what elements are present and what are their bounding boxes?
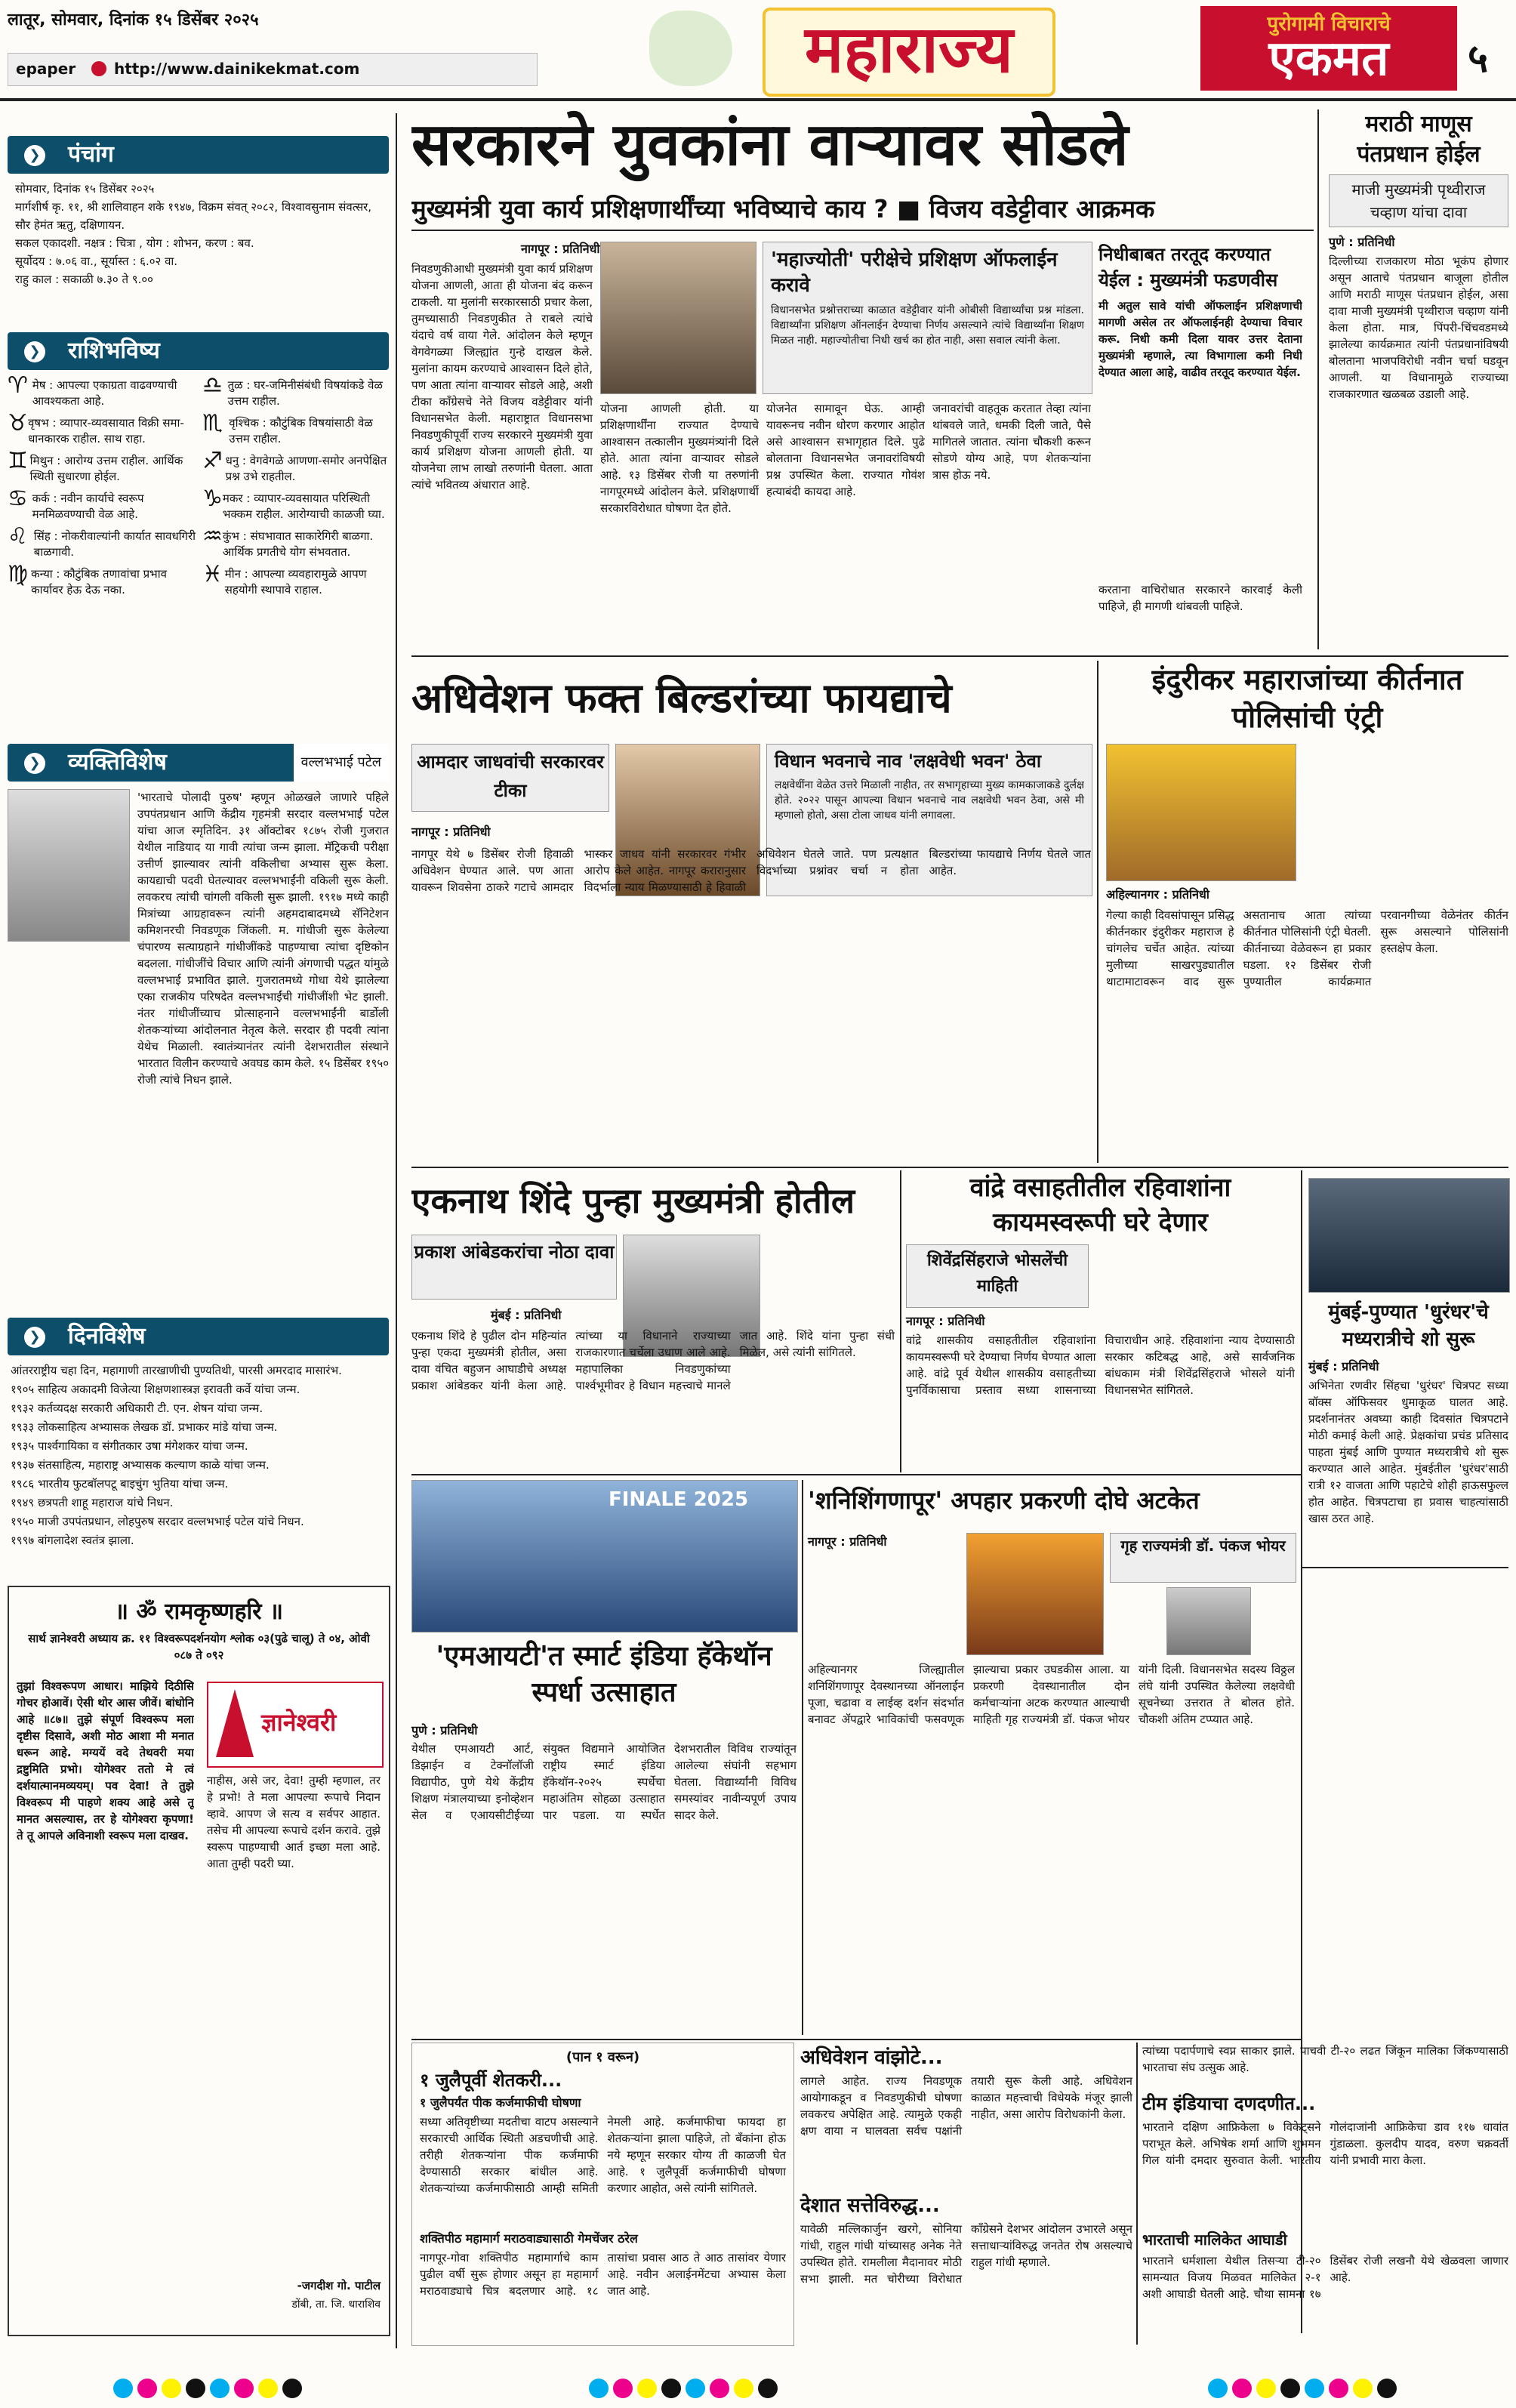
column-divider (900, 1170, 901, 1472)
column-divider (802, 1480, 803, 2035)
fadnavis-title: निधीबाबत तरतूद करण्यात येईल : मुख्यमंत्री फडणवीस (1098, 244, 1278, 291)
lakshavedhi-body: लक्षवेधींना वेळेत उत्तरे मिळाली नाहीत, तर सभागृहाच्या मुख्य कामकाजाकडे दुर्लक्ष होते. २०२२ पासून आपल्या विधान भवनाचे नाव लक्षवेधी भवन ठेवा, असे मी म्हणालो होतो, असा टोला जाधव यांनी लगावला. (775, 779, 1084, 822)
dateline: लातूर, सोमवार, दिनांक १५ डिसेंबर २०२५ (8, 11, 259, 29)
dinvishesh-list (8, 1355, 389, 1556)
black-dot (1280, 2379, 1300, 2398)
vandre-headline: वांद्रे वसाहतीतील रहिवाशांना कायमस्वरूपी घरे देणार (969, 1173, 1231, 1238)
cyan-dot (210, 2379, 230, 2398)
list-item: १९०५ साहित्य अकादमी विजेत्या शिक्षणशास्त्रज्ञ इरावती कर्वे यांचा जन्म. (11, 1383, 300, 1396)
panchang-line: सूर्योदय : ७.०६ वा., सूर्यास्त : ६.०२ वा. (15, 254, 178, 268)
cricket-story (1142, 2043, 1508, 2345)
shani-temple-photo (966, 1533, 1104, 1655)
shani-headline: 'शनिशिंगणापूर' अपहार प्रकरणी दोघे अटकेत (808, 1486, 1200, 1515)
maharashtra-map-icon (649, 11, 732, 86)
dnyaneshwari-logo (207, 1682, 384, 1768)
builder-kicker: आमदार जाधवांची सरकारवर टीका (411, 744, 609, 812)
aquarius-icon: ♒ (202, 523, 223, 550)
libra-icon: ♎ (202, 372, 223, 399)
panchang-title: पंचांग (68, 141, 114, 168)
panchang-line: राहु काल : सकाळी ७.३० ते ९.०० (15, 273, 153, 286)
magenta-dot (710, 2379, 729, 2398)
black-dot (661, 2379, 681, 2398)
epaper-label: epaper (16, 60, 76, 78)
capricorn-icon: ♑ (202, 486, 223, 512)
magenta-dot (1232, 2379, 1252, 2398)
website-link[interactable]: http://www.dainikekmat.com (114, 60, 360, 78)
virgo-icon: ♍ (8, 561, 28, 587)
leo-icon: ♌ (8, 523, 28, 550)
photo-banner-text: FINALE 2025 (609, 1488, 749, 1511)
cricket-title: टीम इंडियाचा दणदणीत... (1142, 2093, 1316, 2114)
epaper-bar (8, 53, 538, 86)
list-item: १९३३ लोकसाहित्य अभ्यासक लेखक डॉ. प्रभाकर मांडे यांचा जन्म. (11, 1420, 278, 1434)
dnyaneshwari-place: डोंबी, ता. जि. धाराशिव (291, 2299, 381, 2311)
induri-headline: इंदुरीकर महाराजांच्या कीर्तनात पोलिसांची एंट्री (1151, 663, 1463, 734)
mit-headline: 'एमआयटी'त स्मार्ट इंडिया हॅकेथॉन स्पर्धा उत्साहात (436, 1641, 772, 1708)
gemini-icon: ♊ (8, 448, 28, 474)
yellow-dot (734, 2379, 753, 2398)
cricket-lead: त्यांच्या पदार्पणाचे स्वप्न साकार झाले. पाचवी टी-२० लढत जिंकून मालिका जिंकण्यासाठी भारताचा संघ उत्सुक आहे. (1142, 2044, 1508, 2074)
induri-byline: अहिल्यानगर : प्रतिनिधी (1106, 887, 1209, 902)
list-item: १९८६ भारतीय फुटबॉलपटू बाइचुंग भुतिया यांचा जन्म. (11, 1477, 229, 1491)
dnyaneshwari-author: -जगदीश गो. पाटील (297, 2279, 381, 2292)
cricket-title2: भारताची मालिकेत आघाडी (1142, 2231, 1287, 2249)
aries-icon: ♈ (8, 372, 28, 399)
pm-kicker: माजी मुख्यमंत्री पृथ्वीराज चव्हाण यांचा दावा (1329, 174, 1508, 227)
lead-headline: सरकारने युवकांना वाऱ्यावर सोडले (411, 111, 1129, 179)
vandre-kicker: शिवेंद्रसिंहराजे भोसलेंची माहिती (906, 1244, 1089, 1308)
continuation-subtitle: १ जुलैपर्यंत पीक कर्जमाफीची घोषणा (420, 2095, 581, 2110)
rashi-left-column (8, 372, 196, 598)
lead-col4: योजनेत सामावून घेऊ. आम्ही यावरूनच नवीन धोरण करणार आहोत असे आश्वासन सभागृहात दिले. पुढे बोलताना विधानसभेत जनावरांविषयी प्रश्न उपस्थित केला. राज्यात गोवंश हत्याबंदी कायदा आहे. (766, 402, 925, 498)
magenta-dot (613, 2379, 633, 2398)
registration-marks-center (589, 2379, 782, 2401)
vyakti-header (8, 744, 389, 782)
vandre-byline: नागपूर : प्रतिनिधी (906, 1314, 985, 1328)
dinvishesh-section (8, 1318, 389, 1574)
black-dot (186, 2379, 205, 2398)
vanjale-story (800, 2043, 1132, 2345)
induri-body: गेल्या काही दिवसांपासून प्रसिद्ध कीर्तनकार इंदुरीकर महाराज हे चांगलेच चर्चेत आहेत. त्यांच्या मुलीच्या साखरपुड्यातील थाटामाटावरून वाद सुरू असतानाच आता त्यांच्या कीर्तनात पोलिसांनी एंट्री घेतली. कीर्तनाच्या वेळेवरून हा प्रकार घडला. १२ डिसेंबर रोजी पुण्यातील कार्यक्रमात परवानगीच्या वेळेनंतर कीर्तन सुरू असल्याने पोलिसांनी हस्तक्षेप केला. (1106, 908, 1508, 988)
lead-body: निवडणुकीआधी मुख्यमंत्री युवा कार्य प्रशिक्षण योजना आणली, आता ही योजना बंद करून टाकली. या मुलांनी सरकारसाठी प्रचार केला, तुमच्यासाठी निवडणुकीत ते राबले त्यांचे यंदाचे वर्ष वाया गेले. आंदोलन केले म्हणून वेगवेगळ्या जिल्ह्यांत गुन्हे दाखल केले. मुलांना कायम करण्याचे आश्वासन दिले होते, पण आता त्यांना वाऱ्यावर सोडले आहे, अशी टीका काँग्रेसचे नेते विजय वडेट्टीवार यांनी विधानसभेत केली. महाराष्ट्रात विधानसभा निवडणुकीपूर्वी राज्य सरकारने मुख्यमंत्री युवा कार्य प्रशिक्षण योजना आणली होती. या योजनेचा लाभ लाखो तरुणांनी घेतला. आता त्यांचे भवितव्य अंधारात आहे. (411, 262, 593, 492)
section-banner (763, 8, 1055, 97)
wadettiwar-photo (600, 242, 756, 394)
continuation-box (411, 2043, 794, 2346)
dnyaneshwari-left: तुझां विश्वरूपण आधार। माझिये दिठीसि गोचर होआवें। ऐसी थोर आस जीवें। बांधोनि आहे ॥८७॥ तुझे संपूर्ण विश्वरूप मला दृष्टीस दिसावे, अशी मोठ आशा मी मनात धरून आहे. मग्ययें वदे तेथवरी मया द्रष्टुमिति प्रभो। योगेश्वर ततो मे त्वं दर्शयात्मानमव्ययम्। पव देवा! ते तुझे विश्वरूप मी पाहणे शक्य आहे असे तू मानत असल्यास, तर हे योगेश्वरा कृपणा! ते तू आपले अविनाशी स्वरूप मला दाखव. (17, 1679, 194, 1842)
rashi-item: ♐ धनु : वेगवेगळे आणणा-समोर अनपेक्षित प्रश्न उभे राहतील. (202, 448, 387, 483)
continuation-body2: नागपूर-गोवा शक्तिपीठ महामार्गाचे काम पुढील वर्षी सुरू होणार असून हा महामार्ग मराठवाड्याचे चित्र बदलणार आहे. १८ तासांचा प्रवास आठ ते आठ तासांवर येणार आहे. नवीन अलाईनमेंटचा अभ्यास केला जात आहे. (420, 2251, 786, 2298)
divider (411, 230, 1314, 231)
chevron-down-icon: ❯ (24, 341, 45, 362)
yellow-dot (1353, 2379, 1373, 2398)
vanjale-title: अधिवेशन वांझोटे... (800, 2046, 943, 2069)
lead-byline: नागपूर : प्रतिनिधी (521, 242, 600, 256)
desh-title: देशात सत्तेविरुद्ध... (800, 2194, 940, 2217)
cyan-dot (113, 2379, 133, 2398)
shinde-headline: एकनाथ शिंदे पुन्हा मुख्यमंत्री होतील (411, 1180, 855, 1221)
yellow-dot (637, 2379, 657, 2398)
column-divider (1317, 109, 1319, 649)
cricket-body: भारताने दक्षिण आफ्रिकेला ७ विकेट्सने पराभूत केले. अभिषेक शर्मा आणि शुभमन गिल यांनी दमदार सुरुवात केली. भारतीय गोलंदाजांनी आफ्रिकेचा डाव ११७ धावांत गुंडाळला. कुलदीप यादव, वरुण चक्रवर्ती यांनी प्रभावी मारा केला. (1142, 2120, 1508, 2167)
shani-body: अहिल्यानगर जिल्ह्यातील शनिशिंगणापूर देवस्थानच्या ऑनलाईन पूजा, चढावा व लाईव्ह दर्शन संदर्भात बनावट ॲपद्वारे भाविकांची फसवणूक झाल्याचा प्रकार उघडकीस आला. या प्रकरणी देवस्थानातील दोन कर्मचाऱ्यांना अटक करण्यात आल्याची माहिती गृह राज्यमंत्री डॉ. पंकज भोयर यांनी दिली. विधानसभेत सदस्य विठ्ठल लंघे यांनी उपस्थित केलेल्या लक्षवेधी सूचनेच्या उत्तरात ते बोलत होते. चौकशी अंतिम टप्प्यात आहे. (808, 1663, 1295, 1726)
taurus-icon: ♉ (8, 410, 28, 436)
list-item: १९९७ बांगलादेश स्वतंत्र झाला. (11, 1534, 134, 1547)
lakshavedhi-title: विधान भवनाचे नाव 'लक्षवेधी भवन' ठेवा (775, 751, 1042, 772)
sagittarius-icon: ♐ (202, 448, 223, 474)
divider (411, 655, 1508, 657)
section-title: महाराज्य (805, 12, 1013, 88)
rashi-title: राशिभविष्य (68, 338, 160, 364)
globe-icon (91, 61, 106, 76)
cyan-dot (589, 2379, 609, 2398)
dhurandhar-headline: मुंबई-पुण्यात 'धुरंधर'चे मध्यरात्रीचे शो सुरू (1328, 1301, 1489, 1351)
cyan-dot (1208, 2379, 1228, 2398)
dnyaneshwari-sub: सार्थ ज्ञानेश्वरी अध्याय क्र. ११ विश्वरूपदर्शनयोग श्लोक ०३(पुढे चालू) ते ०४, ओवी ०८७ ते ०९२ (28, 1632, 370, 1662)
paper-tagline: पुरोगामी विचाराचे (1267, 13, 1391, 35)
panchang-section (8, 136, 389, 294)
vyakti-body: 'भारताचे पोलादी पुरुष' म्हणून ओळखले जाणारे पहिले उपपंतप्रधान आणि केंद्रीय गृहमंत्री सरदार वल्लभभाई पटेल यांचा आज स्मृतिदिन. ३१ ऑक्टोबर १८७५ रोजी गुजरात येथील नाडियाद या गावी त्यांचा जन्म झाला. मॅट्रिकची परीक्षा उत्तीर्ण झाल्यावर त्यांनी वकिलीचा अभ्यास सुरू केला. कायद्याची पदवी घेतल्यावर वल्लभभाईंनी वकिली सुरू केली. लवकरच त्यांची चांगली वकिली सुरू झाली. १९१७ मध्ये काही मित्रांच्या आग्रहावरून त्यांनी अहमदाबादमध्ये सॅनिटेशन कमिशनरची निवडणूक जिंकली. म. गांधीजी सुरू केलेल्या चंपारण्य सत्याग्रहाने गांधीजींकडे पाहण्याचा त्यांचा दृष्टिकोन बदलला. गांधीजींचे विचार आणि त्यांनी अंगणाची पद्धत यांमुळे वल्लभभाई प्रभावित झाले. गुजरातमध्ये गोधा येथे झालेल्या एका राजकीय परिषदेत वल्लभभाईंची गांधीजींशी भेट झाली. नंतर गांधीजींच्याच प्रोत्साहनाने वल्लभभाईंनी बार्डोली शेतकऱ्यांच्या आंदोलनात नेतृत्व केले. सरदार ही पदवी त्यांना येथेच मिळाली. स्वातंत्र्यानंतर त्यांनी देशभरातील संस्थाने भारतात विलीन करण्याचे अवघड काम केले. १५ डिसेंबर १९५० रोजी त्यांचे निधन झाले. (137, 791, 389, 1087)
dnyaneshwari-title: ॥ ॐ रामकृष्णहरि ॥ (115, 1599, 283, 1625)
dhurandhar-body: अभिनेता रणवीर सिंहचा 'धुरंधर' चित्रपट सध्या बॉक्स ऑफिसवर धुमाकूळ घालत आहे. प्रदर्शनानंतर अवघ्या काही दिवसांत चित्रपटाने मोठी कमाई केली आहे. प्रेक्षकांचा प्रचंड प्रतिसाद पाहता मुंबई आणि पुण्यात मध्यरात्रीचे शो सुरू करण्यात आले आहेत. मुंबईतील 'धुरंधर'साठी रात्री १२ वाजता आणि पहाटेचे शोही हाऊसफुल्ल होत आहेत. चित्रपटाचा हा प्रवास चाहत्यांसाठी खास ठरत आहे. (1308, 1379, 1508, 1525)
rashi-item: ♎ तुळ : घर-जमिनीसंबंधी विषयांकडे वेळ उत्तम राहील. (202, 372, 383, 408)
dnyaneshwari-right: नाहीस, असे जर, देवा! तुम्ही म्हणाल, तर हे प्रभो! ते मला आपल्या रूपाचे निदान व्हावे. आपण जे सत्य व सर्वपर आहात. तसेच मी आपल्या रूपाचे दर्शन करावे. तुझे स्वरूप पाहण्याची आर्त इच्छा मला आहे. आता तुम्ही पदरी घ्या. (207, 1774, 381, 1870)
pm-body: दिल्लीच्या राजकारण मोठा भूकंप होणार असून आताचे पंतप्रधान बाजूला होतील आणि मराठी माणूस पंतप्रधान होईल, असा दावा माजी मुख्यमंत्री पृथ्वीराज चव्हाण यांनी केला होता. मात्र, पिंपरी-चिंचवडमध्ये झालेल्या कार्यक्रमात त्यांनी पंतप्रधानांविषयी बोलताना भाजपविरोधी नवीन चर्चा घडवून आणली. या विधानामुळे राज्याच्या राजकारणात खळबळ उडाली आहे. (1329, 254, 1508, 401)
flag-icon (216, 1689, 254, 1757)
dhurandhar-story (1308, 1178, 1508, 1687)
paper-name: एकमत (1268, 31, 1389, 87)
rashi-item: ♒ कुंभ : संघभावात साकारेगिरी बाळगा. आर्थिक प्रगतीचे योग संभवतात. (202, 523, 374, 559)
chevron-down-icon: ❯ (24, 1327, 45, 1348)
column-divider (1136, 2043, 1138, 2345)
chevron-down-icon: ❯ (24, 145, 45, 166)
dhurandhar-poster (1308, 1178, 1510, 1293)
black-dot (282, 2379, 302, 2398)
induri-story (1106, 661, 1508, 1164)
continuation-title: १ जुलैपूर्वी शेतकरी... (420, 2070, 562, 2091)
column-divider (1097, 661, 1098, 1163)
list-item: १९३२ कर्तव्यदक्ष सरकारी अधिकारी टी. एन. शेषन यांचा जन्म. (11, 1401, 263, 1415)
builder-headline: अधिवेशन फक्त बिल्डरांच्या फायद्याचे (411, 674, 952, 722)
magenta-dot (234, 2379, 254, 2398)
divider (1301, 1567, 1508, 1568)
list-item: १९३५ पार्श्वगायिका व संगीतकार उषा मंगेशकर यांचा जन्म. (11, 1439, 248, 1453)
shani-kicker: गृह राज्यमंत्री डॉ. पंकज भोयर (1110, 1533, 1296, 1583)
fadnavis-box (1098, 242, 1302, 574)
builder-body: नागपूर येथे ७ डिसेंबर रोजी हिवाळी अधिवेशन घेण्यात आले. पण आता यावरून शिवसेना ठाकरे गटाचे आमदार भास्कर जाधव यांनी सरकारवर गंभीर आरोप केले आहेत. नागपूर करारानुसार विदर्भाला न्याय मिळण्यासाठी हे हिवाळी अधिवेशन घेतले जाते. पण प्रत्यक्षात विदर्भाच्या प्रश्नांवर चर्चा न होता बिल्डरांच्या फायद्याचे निर्णय घेतले जात आहेत. (411, 847, 1091, 894)
dinvishesh-title: दिनविशेष (68, 1323, 146, 1349)
builder-byline: नागपूर : प्रतिनिधी (411, 825, 491, 839)
dnyaneshwari-box (8, 1586, 390, 2336)
list-item: १९५० माजी उपपंतप्रधान, लोहपुरुष सरदार वल्लभभाई पटेल यांचे निधन. (11, 1515, 304, 1528)
continuation-body: सध्या अतिवृष्टीच्या मदतीचा वाटप असल्याने सरकारची आर्थिक स्थिती अडचणीची आहे. तरीही शेतकऱ्यांना पीक कर्जमाफी देण्यासाठी सरकार बांधील आहे. शेतकऱ्यांच्या कर्जमाफीसाठी आम्ही समिती नेमली आहे. कर्जमाफीचा फायदा हा शेतकऱ्यांना झाला पाहिजे, तो बँकांना होऊ नये म्हणून सरकार योग्य ती काळजी घेत आहे. १ जुलैपूर्वी कर्जमाफीची घोषणा करणार आहोत, असे त्यांनी सांगितले. (420, 2115, 786, 2195)
vanjale-body: लागले आहेत. राज्य निवडणूक आयोगाकडून व निवडणुकीची घोषणा लवकरच अपेक्षित आहे. त्यामुळे एकही क्षण वाया न घालवता सर्वच पक्षांनी तयारी सुरू केली आहे. अधिवेशन काळात महत्त्वाची विधेयके मंजूर झाली नाहीत, असा आरोप विरोधकांनी केला. (800, 2074, 1132, 2138)
lead-subhead: मुख्यमंत्री युवा कार्य प्रशिक्षणार्थींच्या भविष्याचे काय ? ■ विजय वडेट्टीवार आक्रमक (411, 194, 1155, 224)
sidebar-divider (396, 113, 397, 2348)
divider (411, 2039, 1301, 2040)
lead-col7: करताना वाचिरोधात सरकारने कारवाई केली पाहिजे, ही मागणी थांबवली पाहिजे. (1098, 583, 1302, 613)
scorpio-icon: ♏ (202, 410, 223, 436)
bhoyar-photo (1166, 1587, 1251, 1655)
rashi-item: ♑ मकर : व्यापार-व्यवसायात परिस्थिती भक्कम राहील. आरोग्याची काळजी घ्या. (202, 486, 385, 521)
yellow-dot (258, 2379, 278, 2398)
shinde-body: एकनाथ शिंदे हे पुढील दोन महिन्यांत पुन्हा एकदा मुख्यमंत्री होतील, असा दावा वंचित बहुजन आघाडीचे अध्यक्ष प्रकाश आंबेडकर यांनी केला आहे. त्यांच्या या विधानाने राज्याच्या राजकारणात चर्चेला उधाण आले आहे. महापालिका निवडणुकांच्या पार्श्वभूमीवर हे विधान महत्त्वाचे मानले जात आहे. शिंदे यांना पुन्हा संधी मिळेल, असे त्यांनी सांगितले. (411, 1329, 895, 1392)
mit-byline: पुणे : प्रतिनिधी (411, 1723, 478, 1737)
yellow-dot (1256, 2379, 1276, 2398)
vyakti-name: वल्लभभाई पटेल (294, 744, 389, 782)
magenta-dot (137, 2379, 157, 2398)
panchang-line: मार्गशीर्ष कृ. ११, श्री शालिवाहन शके १९४७, विक्रम संवत् २०८२, विश्वावसुनाम संवत्सर, सौर हेमंत ऋतु, दक्षिणायन. (15, 200, 372, 232)
patel-photo (8, 789, 130, 942)
page-number: ५ (1468, 36, 1489, 82)
vandre-body: वांद्रे शासकीय वसाहतीतील रहिवाशांना कायमस्वरूपी घरे देण्याचा निर्णय घेण्यात आला आहे. वांद्रे पूर्व येथील शासकीय वसाहतीच्या पुनर्विकासाचा प्रस्ताव सध्या शासनाच्या विचाराधीन आहे. रहिवाशांना न्याय देण्यासाठी सरकार कटिबद्ध आहे, असे सार्वजनिक बांधकाम मंत्री शिवेंद्रसिंहराजे भोसले यांनी विधानसभेत सांगितले. (906, 1333, 1295, 1397)
divider (411, 1474, 1301, 1475)
rashi-section (8, 332, 389, 732)
rashi-header (8, 332, 389, 370)
chevron-down-icon: ❯ (24, 753, 45, 774)
list-item: १९४९ छत्रपती शाहू महाराज यांचे निधन. (11, 1496, 174, 1509)
pm-headline: मराठी माणूस पंतप्रधान होईल (1357, 111, 1481, 168)
magenta-dot (1329, 2379, 1348, 2398)
mahajyoti-body: विधानसभेत प्रश्नोत्तराच्या काळात वडेट्टीवार यांनी ओबीसी विद्यार्थ्यांचा प्रश्न मांडला. विद्यार्थ्यांना प्रशिक्षण ऑनलाईन देण्याचा निर्णय असल्याने त्यांचे विद्यार्थ्यांना शिक्षण मिळत नाही. महाज्योतीचा निधी खर्च का होत नाही, असा सवाल त्यांनी केला. (771, 304, 1084, 347)
rashi-item: ♍ कन्या : कौटुंबिक तणावांचा प्रभाव कार्यावर हेऊ देऊ नका. (8, 561, 167, 597)
registration-marks-left (113, 2379, 307, 2401)
mit-body: येथील एमआयटी आर्ट, डिझाईन व टेक्नॉलॉजी विद्यापीठ, पुणे येथे केंद्रीय शिक्षण मंत्रालयाच्या इनोव्हेशन सेल व एआयसीटीईच्या संयुक्त विद्यमाने आयोजित राष्ट्रीय स्मार्ट इंडिया हॅकेथॉन-२०२५ स्पर्धेचा महाअंतिम सोहळा उत्साहात पार पडला. या स्पर्धेत देशभरातील विविध राज्यांतून आलेल्या संघांनी सहभाग घेतला. विद्यार्थ्यांनी विविध समस्यांवर नावीन्यपूर्ण उपाय सादर केले. (411, 1742, 797, 1822)
rashi-item: ♏ वृश्चिक : कौटुंबिक विषयांसाठी वेळ उत्तम राहील. (202, 410, 373, 446)
rashi-item: ♊ मिथुन : आरोग्य उत्तम राहील. आर्थिक स्थिती सुधारणा होईल. (8, 448, 183, 483)
vyakti-section (8, 744, 389, 1310)
shinde-kicker: प्रकाश आंबेडकरांचा नोठा दावा (411, 1235, 617, 1300)
rashi-item: ♉ वृषभ : व्यापार-व्यवसायात विक्री समा-धानकारक राहील. साथ राहा. (8, 410, 184, 446)
indurikar-photo (1106, 744, 1296, 881)
cricket-body2: भारताने धर्मशाला येथील तिसऱ्या टी-२० सामन्यात विजय मिळवत मालिकेत २-१ अशी आघाडी घेतली आहे. चौथा सामना १७ डिसेंबर रोजी लखनौ येथे खेळवला जाणार आहे. (1142, 2254, 1508, 2301)
divider (411, 1167, 1508, 1168)
list-item: आंतरराष्ट्रीय चहा दिन, महागाणी तारखाणीची पुण्यतिथी, पारसी अमरदाद मासारंभ. (11, 1364, 342, 1377)
rashi-item: ♋ कर्क : नवीन कार्याचे स्वरूप मनमिळवण्याची वेळ आहे. (8, 486, 144, 521)
rashi-right-column (202, 372, 389, 598)
lead-col5: जनावरांची वाहतूक करतात तेव्हा त्यांना थांबवले जाते, धमकी दिली जाते, पैसे मागितले जातात. त्यांना चौकशी करून सोडणे योग्य आहे, पण शेतकऱ्यांना त्रास होऊ नये. (932, 402, 1091, 482)
desh-body: यावेळी मल्लिकार्जुन खरगे, सोनिया गांधी, राहुल गांधी यांच्यासह अनेक नेते उपस्थित होते. रामलीला मैदानावर मोठी सभा झाली. मत चोरीच्या विरोधात काँग्रेसने देशभर आंदोलन उभारले असून सत्ताधाऱ्यांविरुद्ध जनतेत रोष असल्याचे राहुल गांधी म्हणाले. (800, 2222, 1132, 2286)
logo-text: ज्ञानेश्वरी (261, 1708, 337, 1737)
shinde-byline: मुंबई : प्रतिनिधी (491, 1308, 562, 1322)
continuation-header: (पान १ वरून) (565, 2049, 640, 2065)
list-item: १९३७ संतसाहित्य, महाराष्ट्र अभ्यासक कल्याण काळे यांचा जन्म. (11, 1458, 270, 1472)
continuation-sub2: शक्तिपीठ महामार्ग मराठवाड्यासाठी गेमचेंजर ठरेल (420, 2231, 638, 2246)
dinvishesh-header (8, 1318, 389, 1355)
panchang-line: सोमवार, दिनांक १५ डिसेंबर २०२५ (15, 182, 155, 196)
black-dot (758, 2379, 778, 2398)
vandre-story (906, 1170, 1295, 1468)
vyakti-title: व्यक्तिविशेष (68, 749, 167, 775)
registration-marks-right (1208, 2379, 1401, 2401)
shani-byline: नागपूर : प्रतिनिधी (808, 1534, 887, 1549)
rashi-item: ♓ मीन : आपल्या व्यवहारामुळे आपण सहयोगी स्थापावे राहाल. (202, 561, 367, 597)
lead-col3: योजना आणली होती. या प्रशिक्षणार्थींना राज्यात देण्याचे आश्वासन तत्कालीन मुख्यमंत्र्यांनी दिले होते. आता त्यांना वाऱ्यावर सोडले आहे. १३ डिसेंबर रोजी या तरुणांनी नागपूरमध्ये आंदोलन केले. प्रशिक्षणार्थी सरकारविरोधात घोषणा देत होते. (600, 402, 759, 515)
cancer-icon: ♋ (8, 486, 28, 512)
panchang-header (8, 136, 389, 174)
mahajyoti-title: 'महाज्योती' परीक्षेचे प्रशिक्षण ऑफलाईन करावे (771, 248, 1058, 297)
black-dot (1377, 2379, 1397, 2398)
dhurandhar-byline: मुंबई : प्रतिनिधी (1308, 1359, 1379, 1374)
rashi-item: ♈ मेष : आपल्या एकाग्रता वाढवण्याची आवश्यकता आहे. (8, 372, 177, 408)
paper-logo (1200, 6, 1457, 91)
pisces-icon: ♓ (202, 561, 223, 587)
cyan-dot (1305, 2379, 1324, 2398)
masthead (0, 0, 1516, 101)
rashi-item: ♌ सिंह : नोकरीवाल्यांनी कार्यात सावधगिरी बाळगावी. (8, 523, 196, 559)
pm-story (1329, 109, 1508, 668)
cyan-dot (686, 2379, 705, 2398)
mahajyoti-box (763, 242, 1092, 394)
mit-photo (411, 1480, 798, 1633)
panchang-line: सकल एकादशी. नक्षत्र : चित्रा , योग : शोभन, करण : बव. (15, 236, 254, 250)
panchang-body (8, 174, 389, 294)
yellow-dot (162, 2379, 181, 2398)
fadnavis-body: मी अतुल सावे यांची ऑफलाईन प्रशिक्षणाची मागणी असेल तर ऑफलाईनही देण्याचा विचार करू. निधी कमी दिला यावर उत्तर देताना मुख्यमंत्री म्हणाले, त्या विभागाला कमी निधी देण्यात आला आहे, वाढीव तरतूद करण्यात येईल. (1098, 299, 1302, 379)
pm-byline: पुणे : प्रतिनिधी (1329, 235, 1395, 249)
